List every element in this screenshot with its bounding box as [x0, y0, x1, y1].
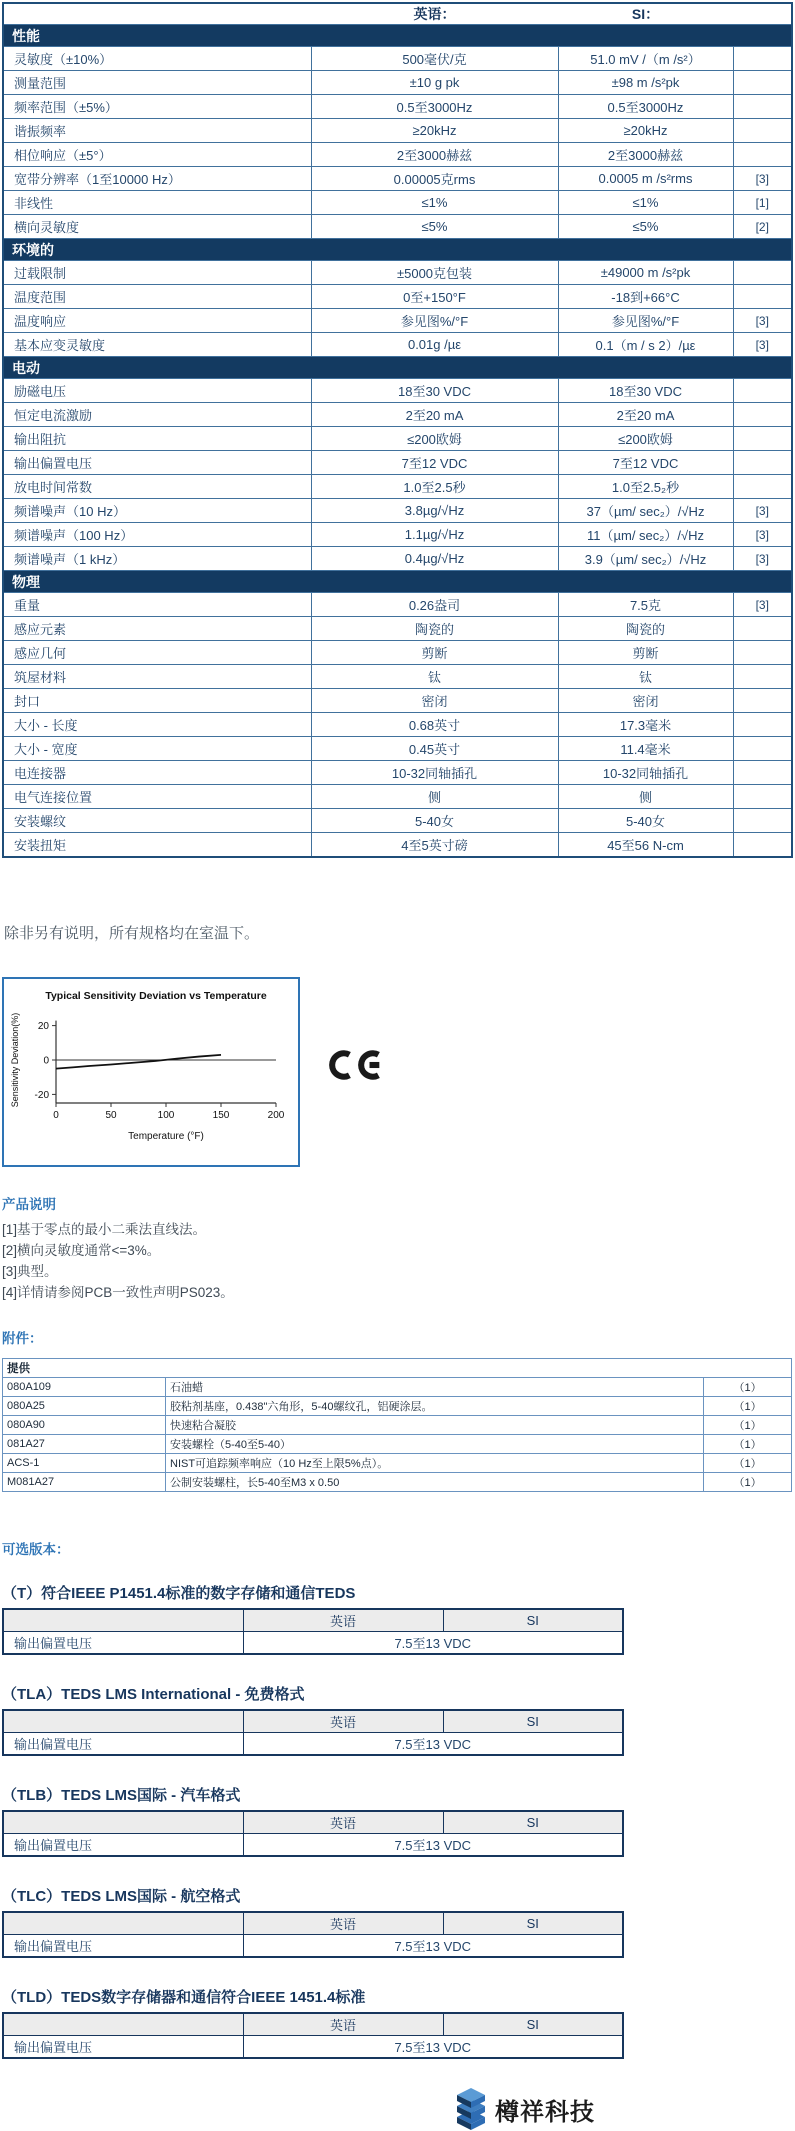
accessory-row — [3, 1416, 792, 1435]
spec-label: 输出阻抗 — [3, 427, 311, 451]
spec-label: 安装螺纹 — [3, 809, 311, 833]
spec-note-ref — [733, 737, 792, 761]
spec-value-english: 1.1µg/√Hz — [311, 523, 558, 547]
spec-section-row — [3, 25, 792, 47]
spec-value-english: 18至30 VDC — [311, 379, 558, 403]
spec-section-row — [3, 357, 792, 379]
spec-label: 非线性 — [3, 191, 311, 215]
spec-header-english: 英语： — [311, 3, 558, 25]
version-row-label: 输出偏置电压 — [3, 1733, 243, 1756]
spec-value-english: 0.26盎司 — [311, 593, 558, 617]
version-table-header-row — [3, 1811, 623, 1834]
spec-note-ref: [3] — [733, 499, 792, 523]
spec-row — [3, 47, 792, 71]
svg-text:100: 100 — [157, 1110, 175, 1121]
spec-value-english: 侧 — [311, 785, 558, 809]
spec-value-english: 陶瓷的 — [311, 617, 558, 641]
spec-value-si: 1.0至2.5₂秒 — [558, 475, 733, 499]
version-section — [2, 1683, 795, 1756]
spec-note-ref — [733, 427, 792, 451]
spec-row — [3, 547, 792, 571]
version-col-english: 英语 — [243, 1609, 443, 1632]
spec-value-si: 18至30 VDC — [558, 379, 733, 403]
spec-value-si: 3.9（µm/ sec₂）/√Hz — [558, 547, 733, 571]
accessory-description: 安装螺栓（5-40至5-40） — [166, 1435, 704, 1454]
spec-value-si: ≤1% — [558, 191, 733, 215]
spec-note-ref — [733, 451, 792, 475]
spec-value-si: ±49000 m /s²pk — [558, 261, 733, 285]
version-col-si: SI — [443, 2013, 623, 2036]
spec-value-english: ±5000克包装 — [311, 261, 558, 285]
spec-value-si: ≤5% — [558, 215, 733, 239]
spec-value-si: 2至3000赫兹 — [558, 143, 733, 167]
spec-note-ref: [1] — [733, 191, 792, 215]
spec-value-english: 0.01g /µε — [311, 333, 558, 357]
version-table — [2, 1911, 624, 1958]
product-notes-heading: 产品说明 — [2, 1197, 56, 1212]
spec-note-ref — [733, 833, 792, 858]
spec-label: 励磁电压 — [3, 379, 311, 403]
spec-note-ref — [733, 809, 792, 833]
spec-value-si: 侧 — [558, 785, 733, 809]
accessory-quantity: （1） — [704, 1378, 792, 1397]
spec-value-si: 11.4毫米 — [558, 737, 733, 761]
spec-value-si: 7至12 VDC — [558, 451, 733, 475]
svg-text:50: 50 — [105, 1110, 117, 1121]
spec-value-si: 0.0005 m /s²rms — [558, 167, 733, 191]
product-note-line: [2]横向灵敏度通常<=3%。 — [2, 1243, 161, 1258]
optional-versions-heading: 可选版本： — [2, 1542, 70, 1557]
accessories-header-supplied: 提供 — [3, 1359, 792, 1378]
version-header-empty — [3, 1912, 243, 1935]
version-table-value-row — [3, 1935, 623, 1958]
spec-label: 灵敏度（±10%） — [3, 47, 311, 71]
spec-value-si: ±98 m /s²pk — [558, 71, 733, 95]
brand-logo-icon — [454, 2087, 488, 2131]
spec-note-ref: [3] — [733, 309, 792, 333]
spec-value-english: 0.45英寸 — [311, 737, 558, 761]
spec-value-english: 密闭 — [311, 689, 558, 713]
optional-versions-list — [2, 1582, 795, 2059]
chart-and-ce-row — [2, 977, 795, 1167]
version-row-label: 输出偏置电压 — [3, 2036, 243, 2059]
version-section — [2, 1784, 795, 1857]
spec-note-ref — [733, 713, 792, 737]
version-table-value-row — [3, 1733, 623, 1756]
version-table-value-row — [3, 1834, 623, 1857]
spec-note-ref — [733, 119, 792, 143]
spec-header-si: SI： — [558, 3, 733, 25]
version-table — [2, 1810, 624, 1857]
spec-note-ref — [733, 261, 792, 285]
accessory-description: 石油蜡 — [166, 1378, 704, 1397]
version-heading: （TLD）TEDS数字存储器和通信符合IEEE 1451.4标准 — [2, 1989, 366, 2006]
version-row-value: 7.5至13 VDC — [243, 1834, 623, 1857]
spec-note-ref — [733, 785, 792, 809]
spec-label: 频谱噪声（100 Hz） — [3, 523, 311, 547]
spec-row — [3, 641, 792, 665]
spec-label: 放电时间常数 — [3, 475, 311, 499]
version-section — [2, 1582, 795, 1655]
spec-row — [3, 523, 792, 547]
accessory-description: NIST可追踪频率响应（10 Hz至上限5%点）。 — [166, 1454, 704, 1473]
accessories-heading: 附件： — [2, 1331, 43, 1346]
spec-note-ref — [733, 761, 792, 785]
spec-value-english: 5-40女 — [311, 809, 558, 833]
spec-label: 筑屋材料 — [3, 665, 311, 689]
version-header-empty — [3, 1811, 243, 1834]
spec-label: 谐振频率 — [3, 119, 311, 143]
spec-value-si: 参见图%/°F — [558, 309, 733, 333]
spec-label: 重量 — [3, 593, 311, 617]
spec-value-english: 2至20 mA — [311, 403, 558, 427]
version-section — [2, 1986, 795, 2059]
svg-text:0: 0 — [53, 1110, 59, 1121]
version-header-empty — [3, 2013, 243, 2036]
product-note-line: [3]典型。 — [2, 1264, 58, 1279]
spec-label: 大小 - 宽度 — [3, 737, 311, 761]
spec-label: 封口 — [3, 689, 311, 713]
spec-row — [3, 403, 792, 427]
accessories-table — [2, 1358, 792, 1492]
spec-value-english: 4至5英寸磅 — [311, 833, 558, 858]
spec-value-si: 陶瓷的 — [558, 617, 733, 641]
spec-value-english: 剪断 — [311, 641, 558, 665]
spec-section-row — [3, 239, 792, 261]
version-header-empty — [3, 1609, 243, 1632]
accessory-part-number: 080A90 — [3, 1416, 166, 1435]
spec-label: 相位响应（±5°） — [3, 143, 311, 167]
product-note-line: [4]详情请参阅PCB一致性声明PS023。 — [2, 1285, 234, 1300]
spec-label: 横向灵敏度 — [3, 215, 311, 239]
spec-note-ref — [733, 689, 792, 713]
version-table — [2, 1608, 624, 1655]
spec-label: 基本应变灵敏度 — [3, 333, 311, 357]
spec-row — [3, 499, 792, 523]
product-note-line: [1]基于零点的最小二乘法直线法。 — [2, 1222, 207, 1237]
spec-label: 恒定电流激励 — [3, 403, 311, 427]
svg-text:200: 200 — [267, 1110, 285, 1121]
spec-section-row — [3, 571, 792, 593]
spec-value-si: -18到+66°C — [558, 285, 733, 309]
svg-text:Sensitivity Deviation(%): Sensitivity Deviation(%) — [10, 1012, 20, 1108]
spec-value-english: 0.00005克rms — [311, 167, 558, 191]
spec-label: 频谱噪声（1 kHz） — [3, 547, 311, 571]
accessories-header-row — [3, 1359, 792, 1378]
accessory-quantity: （1） — [704, 1454, 792, 1473]
accessory-part-number: 080A25 — [3, 1397, 166, 1416]
room-temperature-note: 除非另有说明，所有规格均在室温下。 — [4, 925, 260, 942]
spec-row — [3, 119, 792, 143]
accessories-table-body — [3, 1359, 792, 1492]
spec-row — [3, 95, 792, 119]
sensitivity-chart-svg — [4, 979, 294, 1161]
spec-value-si: 7.5克 — [558, 593, 733, 617]
spec-row — [3, 191, 792, 215]
spec-row — [3, 379, 792, 403]
spec-note-ref — [733, 143, 792, 167]
version-col-si: SI — [443, 1710, 623, 1733]
svg-text:0: 0 — [43, 1055, 49, 1067]
spec-note-ref — [733, 665, 792, 689]
version-section — [2, 1885, 795, 1958]
spec-value-si: 2至20 mA — [558, 403, 733, 427]
spec-value-english: 0.4µg/√Hz — [311, 547, 558, 571]
spec-row — [3, 427, 792, 451]
spec-row — [3, 215, 792, 239]
spec-label: 感应几何 — [3, 641, 311, 665]
accessory-part-number: 080A109 — [3, 1378, 166, 1397]
svg-text:150: 150 — [212, 1110, 230, 1121]
spec-value-english: ≥20kHz — [311, 119, 558, 143]
spec-value-english: 0.5至3000Hz — [311, 95, 558, 119]
spec-value-si: 51.0 mV /（m /s²） — [558, 47, 733, 71]
version-col-english: 英语 — [243, 1912, 443, 1935]
version-row-label: 输出偏置电压 — [3, 1632, 243, 1655]
version-table-header-row — [3, 1912, 623, 1935]
spec-note-ref — [733, 641, 792, 665]
spec-row — [3, 71, 792, 95]
spec-value-si: 5-40女 — [558, 809, 733, 833]
spec-label: 频谱噪声（10 Hz） — [3, 499, 311, 523]
version-row-label: 输出偏置电压 — [3, 1935, 243, 1958]
version-heading: （TLB）TEDS LMS国际 - 汽车格式 — [2, 1787, 241, 1804]
spec-label: 测量范围 — [3, 71, 311, 95]
spec-value-si: 45至56 N-cm — [558, 833, 733, 858]
spec-label: 安装扭矩 — [3, 833, 311, 858]
accessory-quantity: （1） — [704, 1416, 792, 1435]
spec-value-si: 11（µm/ sec₂）/√Hz — [558, 523, 733, 547]
product-notes-list — [2, 1219, 795, 1303]
version-col-english: 英语 — [243, 2013, 443, 2036]
spec-value-si: 17.3毫米 — [558, 713, 733, 737]
version-col-english: 英语 — [243, 1710, 443, 1733]
spec-value-english: 钛 — [311, 665, 558, 689]
accessory-row — [3, 1378, 792, 1397]
spec-value-english: ≤1% — [311, 191, 558, 215]
version-col-si: SI — [443, 1811, 623, 1834]
spec-note-ref: [3] — [733, 547, 792, 571]
version-col-english: 英语 — [243, 1811, 443, 1834]
spec-table-body — [3, 3, 792, 857]
version-table-header-row — [3, 2013, 623, 2036]
svg-text:Typical Sensitivity Deviation: Typical Sensitivity Deviation vs Temperature — [45, 990, 267, 1002]
sensitivity-chart — [2, 977, 300, 1167]
accessory-row — [3, 1397, 792, 1416]
spec-row — [3, 451, 792, 475]
spec-row — [3, 689, 792, 713]
spec-note-ref — [733, 379, 792, 403]
spec-value-si: 密闭 — [558, 689, 733, 713]
accessory-row — [3, 1435, 792, 1454]
accessory-description: 快速粘合凝胶 — [166, 1416, 704, 1435]
version-row-value: 7.5至13 VDC — [243, 2036, 623, 2059]
version-row-value: 7.5至13 VDC — [243, 1935, 623, 1958]
accessory-quantity: （1） — [704, 1473, 792, 1492]
version-col-si: SI — [443, 1609, 623, 1632]
spec-value-si: 10-32同轴插孔 — [558, 761, 733, 785]
version-row-label: 输出偏置电压 — [3, 1834, 243, 1857]
spec-table-header-row — [3, 3, 792, 25]
spec-row — [3, 617, 792, 641]
spec-label: 温度范围 — [3, 285, 311, 309]
section-title: 性能 — [3, 25, 792, 47]
spec-note-ref: [3] — [733, 523, 792, 547]
spec-row — [3, 737, 792, 761]
accessory-row — [3, 1473, 792, 1492]
spec-row — [3, 593, 792, 617]
spec-label: 过载限制 — [3, 261, 311, 285]
spec-label: 大小 - 长度 — [3, 713, 311, 737]
section-title: 电动 — [3, 357, 792, 379]
accessory-description: 公制安装螺柱，长5-40至M3 x 0.50 — [166, 1473, 704, 1492]
spec-value-english: 2至3000赫兹 — [311, 143, 558, 167]
spec-row — [3, 309, 792, 333]
spec-value-si: ≤200欧姆 — [558, 427, 733, 451]
spec-label: 频率范围（±5%） — [3, 95, 311, 119]
spec-note-ref — [733, 475, 792, 499]
spec-value-english: 500毫伏/克 — [311, 47, 558, 71]
accessory-part-number: M081A27 — [3, 1473, 166, 1492]
spec-label: 温度响应 — [3, 309, 311, 333]
accessory-row — [3, 1454, 792, 1473]
svg-text:-20: -20 — [34, 1089, 49, 1101]
spec-value-english: 0.68英寸 — [311, 713, 558, 737]
spec-value-si: 0.1（m / s 2）/µε — [558, 333, 733, 357]
spec-row — [3, 833, 792, 858]
footer-brand — [2, 2087, 795, 2131]
spec-row — [3, 143, 792, 167]
spec-value-english: ≤200欧姆 — [311, 427, 558, 451]
spec-value-english: 10-32同轴插孔 — [311, 761, 558, 785]
spec-row — [3, 665, 792, 689]
spec-value-english: ≤5% — [311, 215, 558, 239]
spec-value-english: 1.0至2.5秒 — [311, 475, 558, 499]
spec-table — [2, 2, 793, 858]
version-col-si: SI — [443, 1912, 623, 1935]
spec-note-ref: [3] — [733, 593, 792, 617]
spec-row — [3, 261, 792, 285]
spec-note-ref — [733, 403, 792, 427]
spec-note-ref: [3] — [733, 167, 792, 191]
spec-row — [3, 285, 792, 309]
spec-value-english: 参见图%/°F — [311, 309, 558, 333]
spec-row — [3, 785, 792, 809]
svg-text:Temperature (°F): Temperature (°F) — [128, 1131, 204, 1142]
spec-label: 输出偏置电压 — [3, 451, 311, 475]
spec-note-ref — [733, 285, 792, 309]
brand-name: 樽祥科技 — [495, 2098, 595, 2126]
version-table-header-row — [3, 1710, 623, 1733]
spec-row — [3, 713, 792, 737]
version-table-header-row — [3, 1609, 623, 1632]
spec-note-ref — [733, 71, 792, 95]
spec-value-si: ≥20kHz — [558, 119, 733, 143]
spec-header-note — [733, 3, 792, 25]
spec-note-ref — [733, 47, 792, 71]
version-row-value: 7.5至13 VDC — [243, 1733, 623, 1756]
version-table-value-row — [3, 2036, 623, 2059]
spec-value-english: 7至12 VDC — [311, 451, 558, 475]
spec-value-english: 3.8µg/√Hz — [311, 499, 558, 523]
accessory-description: 胶粘剂基座，0.438"六角形，5-40螺纹孔，铝硬涂层。 — [166, 1397, 704, 1416]
accessory-part-number: 081A27 — [3, 1435, 166, 1454]
accessory-part-number: ACS-1 — [3, 1454, 166, 1473]
spec-label: 宽带分辨率（1至10000 Hz） — [3, 167, 311, 191]
svg-text:20: 20 — [37, 1021, 49, 1033]
spec-label: 感应元素 — [3, 617, 311, 641]
spec-value-si: 剪断 — [558, 641, 733, 665]
accessory-quantity: （1） — [704, 1435, 792, 1454]
spec-note-ref: [2] — [733, 215, 792, 239]
spec-value-english: 0至+150°F — [311, 285, 558, 309]
version-table — [2, 2012, 624, 2059]
spec-row — [3, 475, 792, 499]
spec-row — [3, 333, 792, 357]
spec-value-si: 0.5至3000Hz — [558, 95, 733, 119]
ce-mark-icon — [326, 1047, 384, 1088]
version-heading: （TLC）TEDS LMS国际 - 航空格式 — [2, 1888, 241, 1905]
spec-row — [3, 809, 792, 833]
section-title: 环境的 — [3, 239, 792, 261]
spec-label: 电气连接位置 — [3, 785, 311, 809]
version-table — [2, 1709, 624, 1756]
version-heading: （T）符合IEEE P1451.4标准的数字存储和通信TEDS — [2, 1585, 356, 1602]
version-header-empty — [3, 1710, 243, 1733]
spec-note-ref — [733, 95, 792, 119]
spec-header-empty — [3, 3, 311, 25]
spec-row — [3, 167, 792, 191]
version-table-value-row — [3, 1632, 623, 1655]
version-row-value: 7.5至13 VDC — [243, 1632, 623, 1655]
accessory-quantity: （1） — [704, 1397, 792, 1416]
spec-value-si: 钛 — [558, 665, 733, 689]
spec-value-si: 37（µm/ sec₂）/√Hz — [558, 499, 733, 523]
spec-note-ref: [3] — [733, 333, 792, 357]
spec-label: 电连接器 — [3, 761, 311, 785]
version-heading: （TLA）TEDS LMS International - 免费格式 — [2, 1686, 305, 1703]
spec-value-english: ±10 g pk — [311, 71, 558, 95]
spec-note-ref — [733, 617, 792, 641]
spec-row — [3, 761, 792, 785]
section-title: 物理 — [3, 571, 792, 593]
